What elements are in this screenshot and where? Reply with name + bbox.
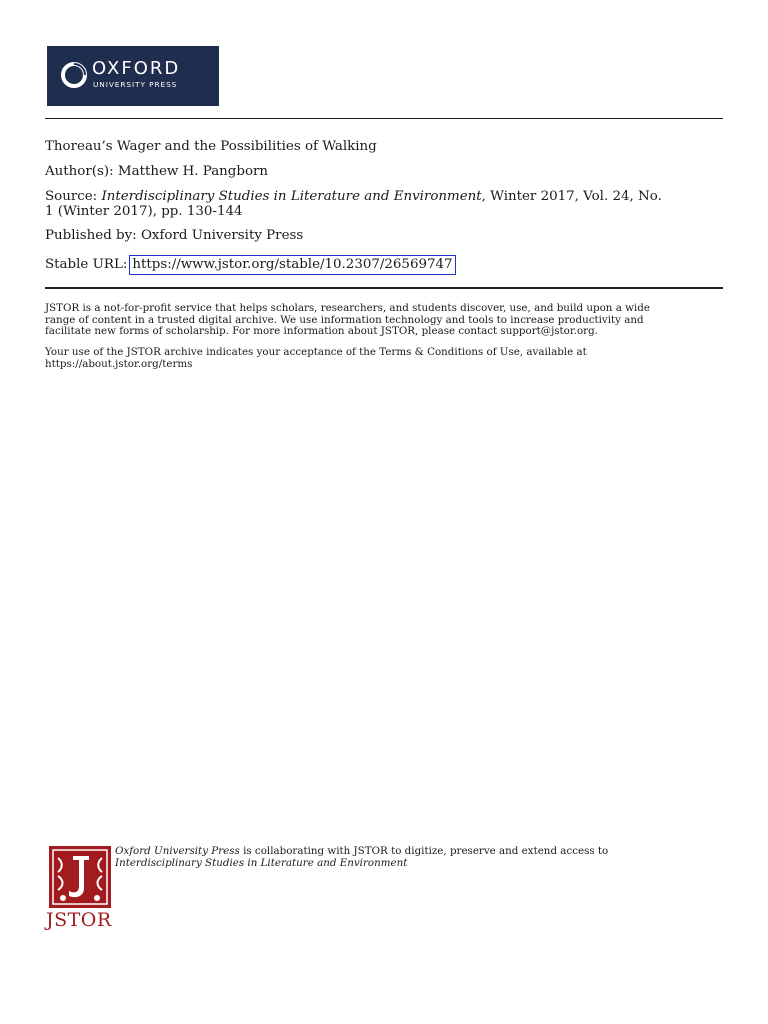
source-details: , Winter 2017, Vol. 24, No. bbox=[481, 189, 662, 204]
terms-notice bbox=[45, 347, 725, 370]
jstor-emblem-icon bbox=[49, 846, 111, 908]
publisher-label: Published by: bbox=[45, 228, 137, 243]
collaboration-statement bbox=[115, 846, 735, 869]
metadata-divider bbox=[45, 287, 723, 289]
terms-line: Your use of the JSTOR archive indicates your acceptance of the Terms & Conditions of Use, available at bbox=[45, 346, 587, 358]
publisher-name: Oxford University Press bbox=[140, 228, 304, 243]
article-title: Thoreau’s Wager and the Possibilities of Walking bbox=[45, 139, 377, 154]
source-label: Source: bbox=[45, 189, 98, 204]
publisher-line bbox=[45, 228, 725, 243]
oxford-ring-icon bbox=[61, 60, 87, 90]
stable-url-line bbox=[45, 255, 725, 275]
collab-journal: Interdisciplinary Studies in Literature and Environment bbox=[115, 856, 408, 869]
terms-link[interactable]: https://about.jstor.org/terms bbox=[45, 357, 193, 370]
collab-text: is collaborating with JSTOR to digitize, preserve and extend access to bbox=[239, 845, 609, 857]
source-journal: Interdisciplinary Studies in Literature and Environment bbox=[101, 189, 482, 204]
notice-line: JSTOR is a not-for-profit service that helps scholars, researchers, and students discover, use, and build upon a wide bbox=[45, 302, 650, 314]
collab-publisher: Oxford University Press bbox=[115, 845, 240, 857]
source-line bbox=[45, 189, 725, 219]
stable-url-label: Stable URL: bbox=[45, 257, 128, 272]
oxford-university-press-logo bbox=[47, 46, 219, 106]
notice-line: facilitate new forms of scholarship. For more information about JSTOR, please contact support@jstor.org. bbox=[45, 325, 598, 338]
notice-line: range of content in a trusted digital archive. We use information technology and tools to increase productivity and bbox=[45, 313, 644, 326]
author-label: Author(s): bbox=[45, 164, 114, 179]
logo-subline: UNIVERSITY PRESS bbox=[93, 80, 178, 89]
logo-wordmark: OXFORD bbox=[92, 58, 181, 79]
source-details-line2: 1 (Winter 2017), pp. 130-144 bbox=[45, 204, 243, 219]
jstor-notice bbox=[45, 303, 725, 338]
author-name: Matthew H. Pangborn bbox=[117, 164, 269, 179]
author-line bbox=[45, 164, 725, 179]
jstor-wordmark: JSTOR bbox=[46, 909, 112, 931]
header-divider bbox=[45, 118, 723, 119]
stable-url-link[interactable]: https://www.jstor.org/stable/10.2307/26569747 bbox=[129, 255, 455, 275]
